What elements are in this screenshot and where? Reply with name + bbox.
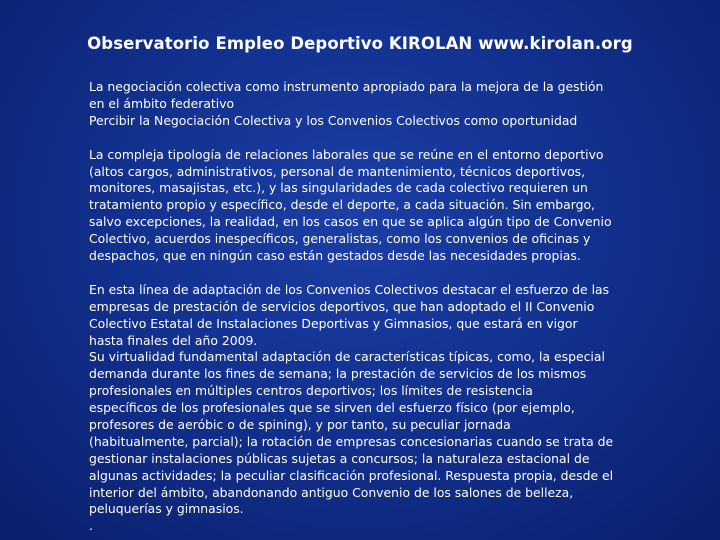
intro-line: La negociación colectiva como instrumento apropiado para la mejora de la gestión: [89, 79, 604, 94]
paragraph-line: despachos, que en ningún caso están gestados desde las necesidades propias.: [89, 248, 581, 264]
paragraph-line: específicos de los profesionales que se sirven del esfuerzo físico (por ejemplo,: [89, 400, 575, 416]
intro-line: Percibir la Negociación Colectiva y los Convenios Colectivos como oportunidad: [89, 112, 578, 128]
paragraph-line: monitores, masajistas, etc.), y las singularidades de cada colectivo requieren un: [89, 180, 588, 196]
paragraph-line: tratamiento propio y específico, desde el deporte, a cada situación. Sin embargo,: [89, 197, 596, 213]
paragraph-line: gestionar instalaciones públicas sujetas a concursos; la naturaleza estacional de: [89, 450, 590, 466]
paragraph-line: salvo excepciones, la realidad, en los casos en que se aplica algún tipo de Convenio: [89, 214, 612, 230]
paragraph-line: profesionales en múltiples centros deportivos; los límites de resistencia: [89, 383, 533, 399]
paragraph-line: demanda durante los fines de semana; la prestación de servicios de los mismos: [89, 366, 587, 382]
paragraph-line: profesores de aeróbic o de spining), y por tanto, su peculiar jornada: [89, 417, 511, 433]
intro-block: [89, 79, 634, 130]
paragraph-line: algunas actividades; la peculiar clasificación profesional. Respuesta propia, desde el: [89, 467, 614, 483]
paragraph-spacer: [89, 265, 634, 282]
paragraph-line: interior del ámbito, abandonando antiguo Convenio de los salones de belleza,: [89, 484, 574, 500]
paragraph-line: .: [89, 518, 93, 534]
paragraph-line: Colectivo, acuerdos inespecíficos, generalistas, como los convenios de oficinas y: [89, 231, 591, 247]
paragraph-line: hasta finales del año 2009.: [89, 332, 258, 348]
paragraph-line: peluquerías y gimnasios.: [89, 501, 244, 517]
paragraph-line: (habitualmente, parcial); la rotación de empresas concesionarias cuando se trata de: [89, 433, 614, 449]
slide-body: [89, 79, 634, 535]
paragraph-line: Colectivo Estatal de Instalaciones Deportivas y Gimnasios, que estará en vigor: [89, 315, 578, 331]
paragraph-line: La compleja tipología de relaciones laborales que se reúne en el entorno deportivo: [89, 146, 604, 162]
page-title: Observatorio Empleo Deportivo KIROLAN www.kirolan.org: [87, 34, 633, 53]
paragraph-line: empresas de prestación de servicios deportivos, que han adoptado el II Convenio: [89, 298, 595, 314]
intro-line: en el ámbito federativo: [89, 95, 235, 111]
paragraph-1: [89, 147, 634, 265]
paragraph-line: En esta línea de adaptación de los Convenios Colectivos destacar el esfuerzo de las: [89, 281, 610, 297]
paragraph-2: [89, 282, 634, 535]
paragraph-spacer: [89, 130, 634, 147]
paragraph-line: (altos cargos, administrativos, personal de mantenimiento, técnicos deportivos,: [89, 163, 586, 179]
paragraph-line: Su virtualidad fundamental adaptación de características típicas, como, la especial: [89, 349, 605, 365]
